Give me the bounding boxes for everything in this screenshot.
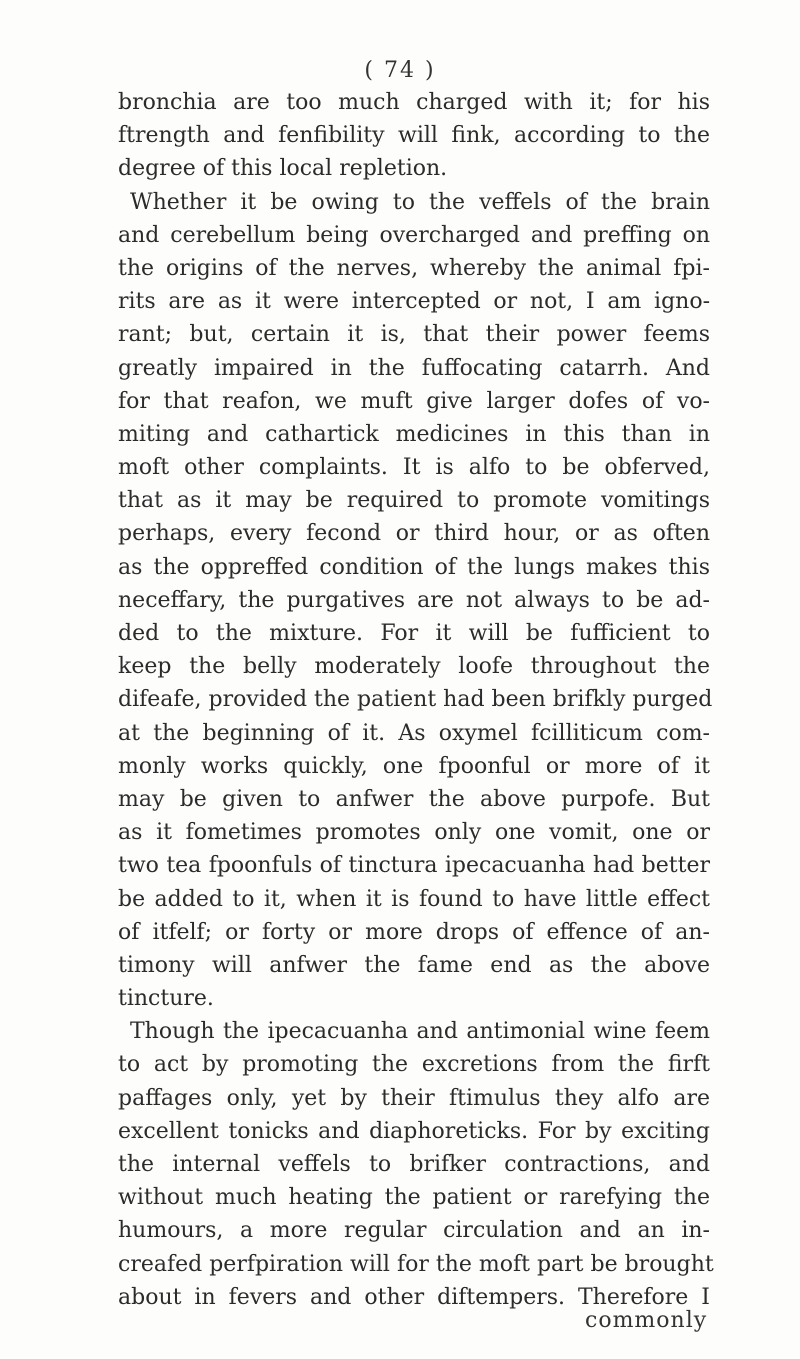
- text-line: creafed perfpiration will for the moft part be brought: [118, 1251, 714, 1277]
- text-line: the origins of the nerves, whereby the animal fpi-: [118, 255, 710, 281]
- page-number: ( 74 ): [364, 58, 436, 83]
- text-line: as it fometimes promotes only one vomit, one or: [118, 820, 710, 846]
- text-line: bronchia are too much charged with it; for his: [118, 90, 710, 115]
- text-line: for that reafon, we muft give larger dofes of vo-: [118, 388, 710, 414]
- text-line: of itfelf; or forty or more drops of effence of an-: [118, 919, 710, 945]
- text-line: excellent tonicks and diaphoreticks. For by exciting: [118, 1118, 710, 1144]
- text-line: and cerebellum being overcharged and preffing on: [118, 222, 710, 248]
- text-line: moft other complaints. It is alfo to be obferved,: [118, 455, 710, 481]
- text-line: that as it may be required to promote vomitings: [118, 488, 710, 514]
- text-line: rits are as it were intercepted or not, I am igno-: [118, 289, 710, 315]
- text-line: tincture.: [118, 986, 214, 1012]
- text-line: keep the belly moderately loofe throughout the: [118, 654, 710, 680]
- text-line: at the beginning of it. As oxymel fcilliticum com-: [118, 720, 710, 746]
- text-line: Though the ipecacuanha and antimonial wine feem: [130, 1019, 710, 1045]
- text-line: Whether it be owing to the veffels of the brain: [130, 189, 710, 215]
- text-line: as the oppreffed condition of the lungs makes this: [118, 554, 710, 580]
- text-line: to act by promoting the excretions from the firft: [118, 1052, 710, 1078]
- text-line: monly works quickly, one fpoonful or more of it: [118, 753, 710, 779]
- text-line: paffages only, yet by their ftimulus they alfo are: [118, 1085, 710, 1111]
- text-line: degree of this local repletion.: [118, 156, 448, 182]
- text-line: rant; but, certain it is, that their power feems: [118, 322, 710, 348]
- text-line: miting and cathartick medicines in this than in: [118, 421, 710, 447]
- text-line: humours, a more regular circulation and an in-: [118, 1218, 710, 1244]
- text-line: without much heating the patient or rarefying the: [118, 1185, 710, 1211]
- text-line: two tea fpoonfuls of tinctura ipecacuanha had better: [118, 853, 710, 879]
- text-line: timony will anfwer the fame end as the above: [118, 952, 710, 978]
- text-line: greatly impaired in the fuffocating catarrh. And: [118, 355, 710, 381]
- text-line: ftrength and fenfibility will fink, according to the: [118, 123, 710, 149]
- text-line: be added to it, when it is found to have little effect: [118, 886, 710, 912]
- text-line: may be given to anfwer the above purpofe. But: [118, 786, 710, 812]
- text-line: the internal veffels to brifker contractions, and: [118, 1152, 710, 1177]
- catchword: commonly: [585, 1308, 708, 1333]
- text-line: difeafe, provided the patient had been brifkly purged: [118, 687, 713, 713]
- text-line: perhaps, every fecond or third hour, or as often: [118, 521, 710, 547]
- body-text: [118, 86, 714, 1314]
- text-line: neceffary, the purgatives are not always to be ad-: [118, 587, 710, 613]
- text-line: about in fevers and other diftempers. Therefore I: [118, 1284, 710, 1310]
- text-line: ded to the mixture. For it will be fufficient to: [118, 621, 710, 646]
